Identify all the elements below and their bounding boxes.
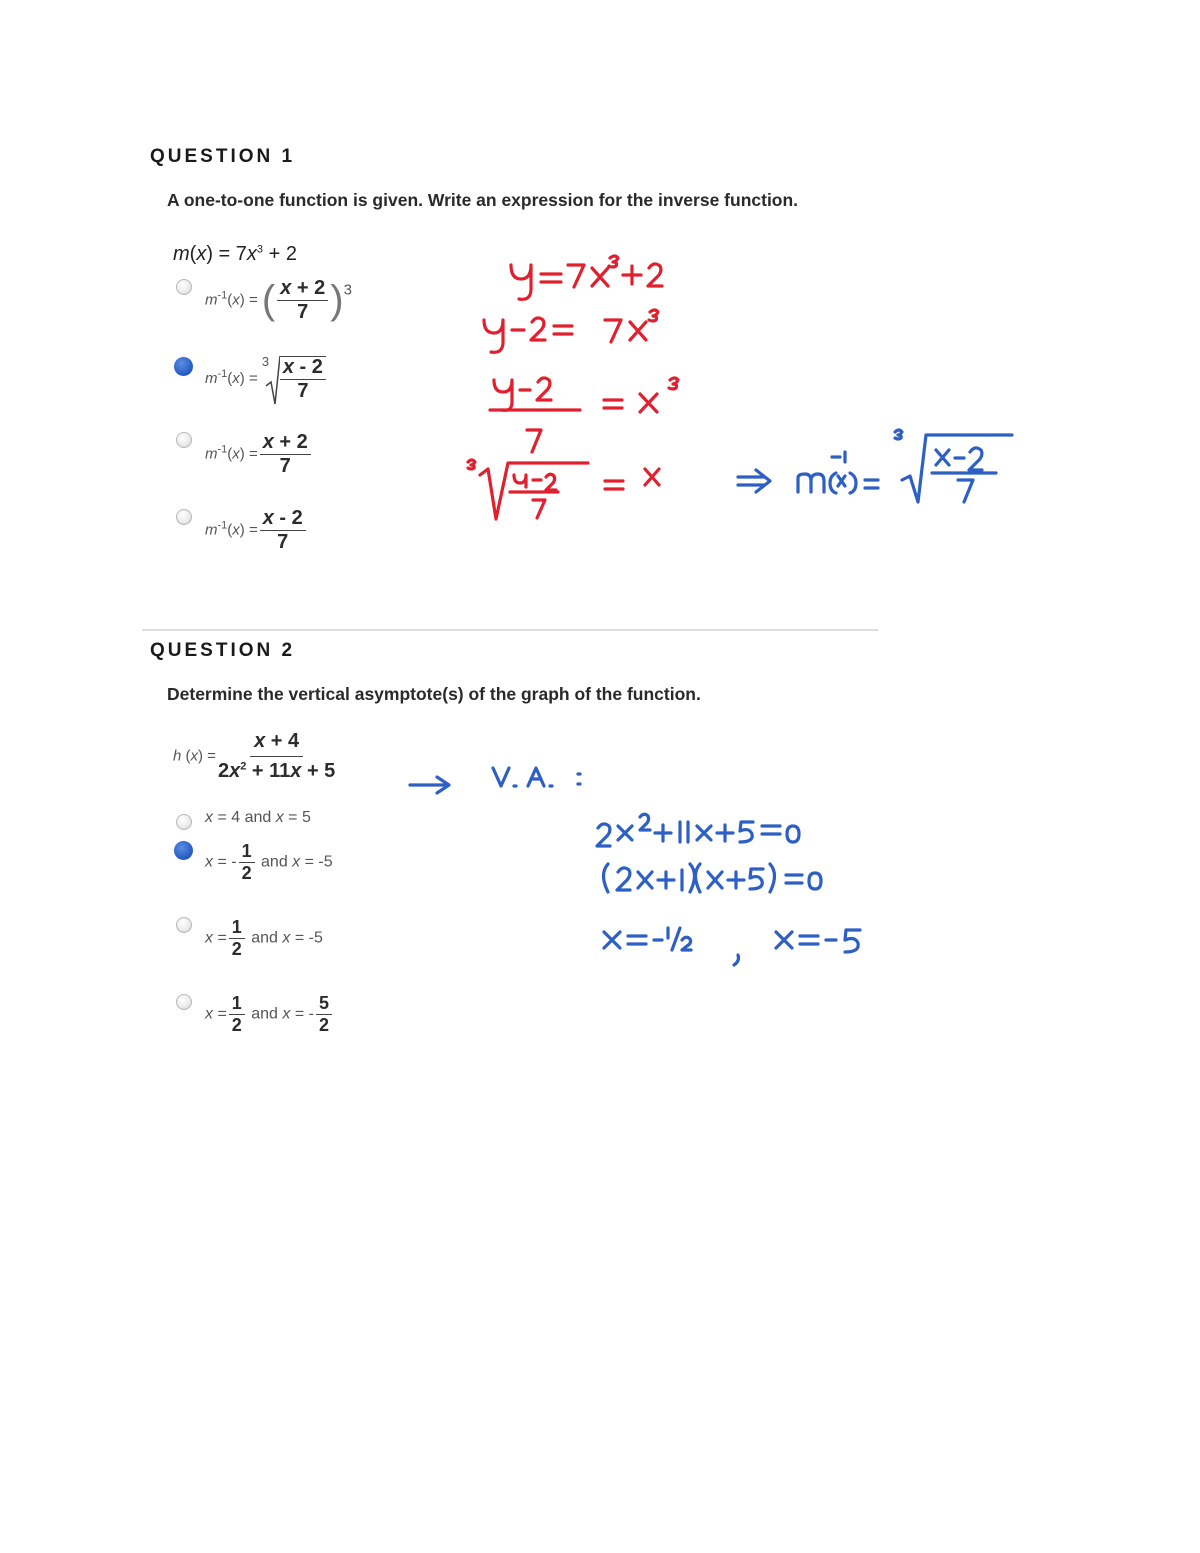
q1-function: $m(x) = 7x^3 + 2$ <box>173 243 297 265</box>
q1-option-4[interactable]: $m^{-1}(x)$ = $\frac{x - 2}{7}$ <box>205 508 308 553</box>
q2-option-1[interactable]: x = 4 and x = 5 <box>205 809 311 826</box>
q2-option-2[interactable]: x = - $\frac{1}{2}$ and x = -5 <box>205 841 333 883</box>
q2-function: h (x) = $\frac{x + 4}{2x^2 + 11x + 5}$ <box>173 730 336 782</box>
question-1-prompt: A one-to-one function is given. Write an expression for the inverse function. <box>167 190 799 210</box>
q1-option-1[interactable]: $m^{-1}(x)$ = ( $\frac{x + 2}{7}$ )3 <box>205 277 352 323</box>
q2-option-4[interactable]: x = $\frac{1}{2}$ and x = - $\frac{5}{2}$ <box>205 994 334 1035</box>
q2-option-3[interactable]: x = $\frac{1}{2}$ and x = -5 <box>205 917 323 959</box>
q1-option-3[interactable]: $m^{-1}(x)$ = $\frac{x + 2}{7}$ <box>205 432 313 477</box>
question-2-title: QUESTION 2 <box>150 640 296 661</box>
question-1-title: QUESTION 1 <box>150 146 296 167</box>
q1-option-2[interactable]: $m^{-1}(x)$ = 3 $\frac{x - 2}{7}$ <box>205 356 328 402</box>
blue-handwriting <box>410 430 1012 965</box>
red-handwriting <box>468 256 678 519</box>
question-2-prompt: Determine the vertical asymptote(s) of the graph of the function. <box>167 684 701 704</box>
